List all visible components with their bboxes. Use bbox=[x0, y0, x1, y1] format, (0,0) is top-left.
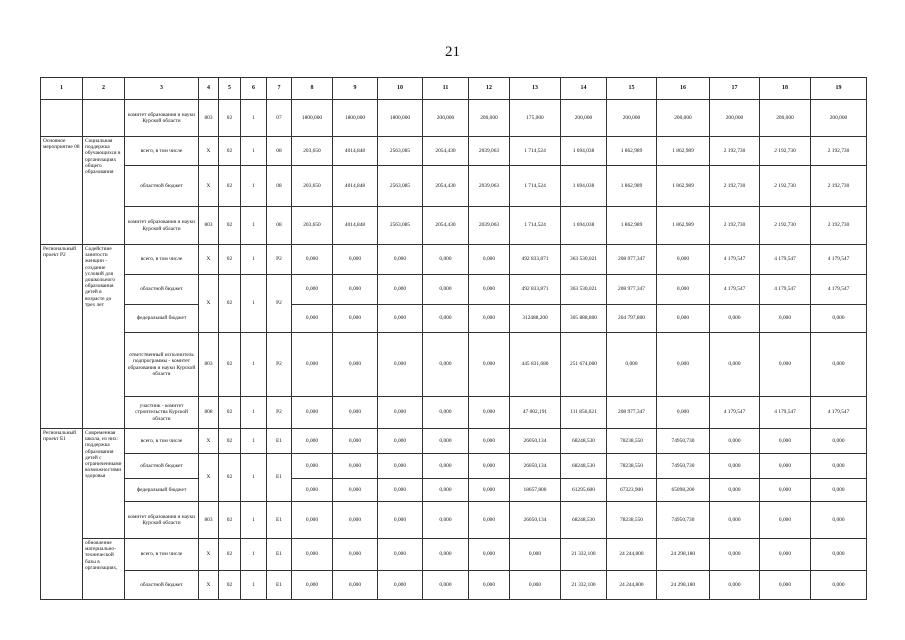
value-cell: 2563,085 bbox=[378, 207, 423, 245]
value-cell: 0,000 bbox=[378, 429, 423, 454]
value-cell: 208 977,347 bbox=[607, 275, 657, 305]
name-cell: Содействие занятости женщин - создание условий для дошкольного образования детей в возрасте до трех лет bbox=[83, 245, 125, 429]
code-cell: E1 bbox=[267, 454, 292, 502]
value-cell: 1800,000 bbox=[378, 100, 423, 137]
value-cell: 0,000 bbox=[292, 479, 333, 502]
table-row bbox=[41, 539, 867, 571]
value-cell: 74950,730 bbox=[657, 454, 710, 479]
code-cell: 1 bbox=[241, 539, 267, 571]
value-cell: 0,000 bbox=[811, 571, 867, 600]
code-cell: 02 bbox=[219, 571, 241, 600]
value-cell: 0,000 bbox=[811, 539, 867, 571]
value-cell: 0,000 bbox=[333, 305, 378, 333]
value-cell: 0,000 bbox=[811, 502, 867, 539]
code-cell: E1 bbox=[267, 539, 292, 571]
value-cell: 208 977,347 bbox=[607, 397, 657, 429]
value-cell: 68248,530 bbox=[561, 429, 607, 454]
value-cell: 0,000 bbox=[760, 571, 811, 600]
value-cell: 0,000 bbox=[710, 454, 760, 479]
value-cell: 312488,200 bbox=[510, 305, 561, 333]
value-cell: 0,000 bbox=[378, 539, 423, 571]
value-cell: 0,000 bbox=[811, 479, 867, 502]
table-row bbox=[41, 454, 867, 479]
col-header: 5 bbox=[219, 78, 241, 100]
code-cell: 1 bbox=[241, 207, 267, 245]
value-cell: 492 833,871 bbox=[510, 275, 561, 305]
value-cell: 0,000 bbox=[292, 571, 333, 600]
value-cell: 2 192,730 bbox=[760, 166, 811, 207]
value-cell: 0,000 bbox=[378, 275, 423, 305]
value-cell: 4014,848 bbox=[333, 207, 378, 245]
value-cell: 0,000 bbox=[469, 502, 510, 539]
value-cell: 1 714,524 bbox=[510, 207, 561, 245]
value-cell: 0,000 bbox=[760, 305, 811, 333]
value-cell: 0,000 bbox=[811, 429, 867, 454]
source-cell: комитет образования и науки Курской области bbox=[125, 207, 199, 245]
source-cell: всего, в том числе bbox=[125, 245, 199, 275]
value-cell: 0,000 bbox=[710, 305, 760, 333]
value-cell: 0,000 bbox=[469, 454, 510, 479]
value-cell: 4 179,547 bbox=[710, 275, 760, 305]
code-cell: P2 bbox=[267, 275, 292, 333]
col-header: 16 bbox=[657, 78, 710, 100]
value-cell: 4 179,547 bbox=[760, 397, 811, 429]
value-cell: 0,000 bbox=[378, 305, 423, 333]
value-cell: 0,000 bbox=[423, 454, 469, 479]
value-cell: 4 179,547 bbox=[710, 245, 760, 275]
value-cell: 251 674,000 bbox=[561, 333, 607, 397]
value-cell: 0,000 bbox=[710, 502, 760, 539]
value-cell: 0,000 bbox=[469, 539, 510, 571]
value-cell: 21 332,100 bbox=[561, 571, 607, 600]
value-cell: 200,000 bbox=[657, 100, 710, 137]
value-cell: 4 179,547 bbox=[760, 275, 811, 305]
value-cell: 363 530,021 bbox=[561, 275, 607, 305]
name-cell bbox=[83, 100, 125, 137]
col-header: 6 bbox=[241, 78, 267, 100]
value-cell: 0,000 bbox=[423, 502, 469, 539]
table-row bbox=[41, 429, 867, 454]
value-cell: 0,000 bbox=[333, 429, 378, 454]
value-cell: 0,000 bbox=[760, 539, 811, 571]
table-row bbox=[41, 502, 867, 539]
value-cell: 0,000 bbox=[333, 539, 378, 571]
code-cell: 1 bbox=[241, 245, 267, 275]
value-cell: 111 856,021 bbox=[561, 397, 607, 429]
value-cell: 0,000 bbox=[333, 397, 378, 429]
code-cell: E1 bbox=[267, 429, 292, 454]
code-cell: 803 bbox=[199, 207, 219, 245]
col-header: 13 bbox=[510, 78, 561, 100]
value-cell: 0,000 bbox=[333, 502, 378, 539]
source-cell: федеральный бюджет bbox=[125, 479, 199, 502]
code-cell: 02 bbox=[219, 454, 241, 502]
event-cell: Основное мероприятие 08 bbox=[41, 137, 83, 245]
value-cell: 4014,848 bbox=[333, 166, 378, 207]
source-cell: областной бюджет bbox=[125, 571, 199, 600]
col-header: 11 bbox=[423, 78, 469, 100]
value-cell: 2563,085 bbox=[378, 137, 423, 166]
value-cell: 208 977,347 bbox=[607, 245, 657, 275]
value-cell: 0,000 bbox=[710, 333, 760, 397]
col-header: 19 bbox=[811, 78, 867, 100]
table-row bbox=[41, 100, 867, 137]
value-cell: 2 192,730 bbox=[760, 207, 811, 245]
value-cell: 2039,063 bbox=[469, 166, 510, 207]
value-cell: 2 192,730 bbox=[710, 166, 760, 207]
value-cell: 200,000 bbox=[760, 100, 811, 137]
value-cell: 0,000 bbox=[292, 502, 333, 539]
value-cell: 2563,085 bbox=[378, 166, 423, 207]
code-cell: X bbox=[199, 429, 219, 454]
value-cell: 0,000 bbox=[378, 571, 423, 600]
name-cell: обновление материально-технической базы в организациях, bbox=[83, 539, 125, 600]
value-cell: 200,000 bbox=[561, 100, 607, 137]
table-row bbox=[41, 571, 867, 600]
code-cell: 808 bbox=[199, 397, 219, 429]
value-cell: 203,650 bbox=[292, 166, 333, 207]
value-cell: 0,000 bbox=[710, 479, 760, 502]
col-header: 1 bbox=[41, 78, 83, 100]
value-cell: 61295,600 bbox=[561, 479, 607, 502]
col-header: 12 bbox=[469, 78, 510, 100]
code-cell: 02 bbox=[219, 166, 241, 207]
value-cell: 0,000 bbox=[378, 245, 423, 275]
value-cell: 18657,800 bbox=[510, 479, 561, 502]
value-cell: 68248,530 bbox=[561, 502, 607, 539]
source-cell: ответственный исполнитель подпрограммы - комитет образования и науки Курской области bbox=[125, 333, 199, 397]
code-cell: 1 bbox=[241, 454, 267, 502]
value-cell: 0,000 bbox=[469, 245, 510, 275]
col-header: 4 bbox=[199, 78, 219, 100]
value-cell: 24 244,800 bbox=[607, 539, 657, 571]
code-cell: 1 bbox=[241, 137, 267, 166]
header-row bbox=[41, 78, 867, 100]
value-cell: 4 179,547 bbox=[811, 275, 867, 305]
code-cell: X bbox=[199, 166, 219, 207]
value-cell: 1 714,524 bbox=[510, 137, 561, 166]
value-cell: 2 192,730 bbox=[811, 207, 867, 245]
value-cell: 1 862,989 bbox=[657, 166, 710, 207]
code-cell: 1 bbox=[241, 333, 267, 397]
value-cell: 203,650 bbox=[292, 207, 333, 245]
value-cell: 0,000 bbox=[710, 429, 760, 454]
value-cell: 1 862,989 bbox=[657, 207, 710, 245]
value-cell: 0,000 bbox=[333, 333, 378, 397]
code-cell: 1 bbox=[241, 397, 267, 429]
code-cell: 08 bbox=[267, 137, 292, 166]
value-cell: 1 862,989 bbox=[607, 166, 657, 207]
value-cell: 0,000 bbox=[510, 571, 561, 600]
value-cell: 0,000 bbox=[469, 305, 510, 333]
value-cell: 2054,430 bbox=[423, 207, 469, 245]
table-row bbox=[41, 137, 867, 166]
code-cell: X bbox=[199, 245, 219, 275]
code-cell: 1 bbox=[241, 571, 267, 600]
value-cell: 26050,134 bbox=[510, 454, 561, 479]
col-header: 8 bbox=[292, 78, 333, 100]
value-cell: 0,000 bbox=[292, 454, 333, 479]
col-header: 3 bbox=[125, 78, 199, 100]
code-cell: X bbox=[199, 454, 219, 502]
value-cell: 24 244,800 bbox=[607, 571, 657, 600]
name-cell: Социальная поддержка обучающихся в организациях общего образования bbox=[83, 137, 125, 245]
value-cell: 305 888,800 bbox=[561, 305, 607, 333]
event-cell: Региональный проект E1 bbox=[41, 429, 83, 600]
code-cell: 803 bbox=[199, 100, 219, 137]
budget-table bbox=[40, 77, 867, 600]
col-header: 14 bbox=[561, 78, 607, 100]
value-cell: 2 192,730 bbox=[811, 137, 867, 166]
value-cell: 24 298,180 bbox=[657, 539, 710, 571]
value-cell: 0,000 bbox=[333, 454, 378, 479]
source-cell: всего, в том числе bbox=[125, 137, 199, 166]
value-cell: 1 694,038 bbox=[561, 137, 607, 166]
page-number: 21 bbox=[445, 44, 460, 60]
value-cell: 0,000 bbox=[469, 275, 510, 305]
value-cell: 0,000 bbox=[657, 245, 710, 275]
code-cell: 1 bbox=[241, 275, 267, 333]
value-cell: 0,000 bbox=[423, 397, 469, 429]
value-cell: 200,000 bbox=[811, 100, 867, 137]
source-cell: комитет образования и науки Курской области bbox=[125, 100, 199, 137]
code-cell: 02 bbox=[219, 100, 241, 137]
source-cell: всего, в том числе bbox=[125, 429, 199, 454]
value-cell: 65098,200 bbox=[657, 479, 710, 502]
value-cell: 0,000 bbox=[292, 275, 333, 305]
value-cell: 0,000 bbox=[378, 454, 423, 479]
value-cell: 0,000 bbox=[469, 479, 510, 502]
table-row bbox=[41, 479, 867, 502]
value-cell: 0,000 bbox=[760, 333, 811, 397]
code-cell: 1 bbox=[241, 502, 267, 539]
value-cell: 0,000 bbox=[469, 333, 510, 397]
value-cell: 0,000 bbox=[333, 479, 378, 502]
value-cell: 0,000 bbox=[333, 571, 378, 600]
value-cell: 0,000 bbox=[378, 333, 423, 397]
value-cell: 1 862,989 bbox=[607, 137, 657, 166]
value-cell: 0,000 bbox=[811, 454, 867, 479]
value-cell: 1 694,038 bbox=[561, 207, 607, 245]
value-cell: 1 714,524 bbox=[510, 166, 561, 207]
code-cell: P2 bbox=[267, 245, 292, 275]
value-cell: 4 179,547 bbox=[811, 245, 867, 275]
value-cell: 2 192,730 bbox=[811, 166, 867, 207]
value-cell: 0,000 bbox=[333, 275, 378, 305]
value-cell: 0,000 bbox=[710, 571, 760, 600]
value-cell: 0,000 bbox=[292, 429, 333, 454]
value-cell: 1800,000 bbox=[333, 100, 378, 137]
code-cell: 1 bbox=[241, 100, 267, 137]
value-cell: 0,000 bbox=[469, 397, 510, 429]
value-cell: 0,000 bbox=[292, 305, 333, 333]
value-cell: 2 192,730 bbox=[760, 137, 811, 166]
code-cell: 08 bbox=[267, 166, 292, 207]
code-cell: P2 bbox=[267, 397, 292, 429]
value-cell: 78238,550 bbox=[607, 454, 657, 479]
value-cell: 0,000 bbox=[760, 429, 811, 454]
value-cell: 0,000 bbox=[469, 571, 510, 600]
value-cell: 200,000 bbox=[710, 100, 760, 137]
col-header: 9 bbox=[333, 78, 378, 100]
table-row bbox=[41, 333, 867, 397]
source-cell: федеральный бюджет bbox=[125, 305, 199, 333]
value-cell: 0,000 bbox=[657, 275, 710, 305]
value-cell: 0,000 bbox=[378, 502, 423, 539]
code-cell: 1 bbox=[241, 166, 267, 207]
code-cell: 02 bbox=[219, 245, 241, 275]
table-row bbox=[41, 245, 867, 275]
code-cell: 02 bbox=[219, 539, 241, 571]
name-cell: Современная школа, из них: поддержка образования детей с ограниченными возможностями здоровья bbox=[83, 429, 125, 539]
code-cell: 02 bbox=[219, 502, 241, 539]
value-cell: 74950,730 bbox=[657, 502, 710, 539]
value-cell: 1 862,989 bbox=[607, 207, 657, 245]
value-cell: 0,000 bbox=[292, 245, 333, 275]
code-cell: E1 bbox=[267, 502, 292, 539]
event-cell: Региональный проект P2 bbox=[41, 245, 83, 429]
value-cell: 0,000 bbox=[811, 305, 867, 333]
source-cell: всего, в том числе bbox=[125, 539, 199, 571]
code-cell: P2 bbox=[267, 333, 292, 397]
value-cell: 0,000 bbox=[423, 275, 469, 305]
code-cell: 803 bbox=[199, 333, 219, 397]
value-cell: 0,000 bbox=[811, 333, 867, 397]
value-cell: 0,000 bbox=[378, 397, 423, 429]
table-row bbox=[41, 166, 867, 207]
code-cell: 02 bbox=[219, 429, 241, 454]
value-cell: 0,000 bbox=[657, 397, 710, 429]
table-row bbox=[41, 275, 867, 305]
code-cell: 02 bbox=[219, 397, 241, 429]
value-cell: 363 530,021 bbox=[561, 245, 607, 275]
code-cell: X bbox=[199, 539, 219, 571]
value-cell: 0,000 bbox=[423, 245, 469, 275]
value-cell: 2039,063 bbox=[469, 207, 510, 245]
value-cell: 2054,430 bbox=[423, 137, 469, 166]
value-cell: 0,000 bbox=[760, 454, 811, 479]
value-cell: 0,000 bbox=[292, 539, 333, 571]
value-cell: 1 694,038 bbox=[561, 166, 607, 207]
col-header: 7 bbox=[267, 78, 292, 100]
value-cell: 203,650 bbox=[292, 137, 333, 166]
value-cell: 68248,530 bbox=[561, 454, 607, 479]
code-cell: 08 bbox=[267, 207, 292, 245]
value-cell: 2054,430 bbox=[423, 166, 469, 207]
value-cell: 67323,900 bbox=[607, 479, 657, 502]
source-cell: областной бюджет bbox=[125, 275, 199, 305]
col-header: 17 bbox=[710, 78, 760, 100]
value-cell: 200,000 bbox=[469, 100, 510, 137]
value-cell: 0,000 bbox=[292, 333, 333, 397]
value-cell: 78238,550 bbox=[607, 429, 657, 454]
value-cell: 204 797,800 bbox=[607, 305, 657, 333]
value-cell: 0,000 bbox=[423, 571, 469, 600]
source-cell: областной бюджет bbox=[125, 166, 199, 207]
value-cell: 78238,550 bbox=[607, 502, 657, 539]
value-cell: 4014,848 bbox=[333, 137, 378, 166]
value-cell: 0,000 bbox=[469, 429, 510, 454]
col-header: 2 bbox=[83, 78, 125, 100]
code-cell: 1 bbox=[241, 429, 267, 454]
source-cell: комитет образования и науки Курской области bbox=[125, 502, 199, 539]
value-cell: 200,000 bbox=[607, 100, 657, 137]
value-cell: 175,000 bbox=[510, 100, 561, 137]
col-header: 18 bbox=[760, 78, 811, 100]
value-cell: 24 298,180 bbox=[657, 571, 710, 600]
value-cell: 4 179,547 bbox=[760, 245, 811, 275]
value-cell: 2 192,730 bbox=[710, 137, 760, 166]
value-cell: 0,000 bbox=[423, 429, 469, 454]
code-cell: 07 bbox=[267, 100, 292, 137]
value-cell: 0,000 bbox=[423, 539, 469, 571]
value-cell: 0,000 bbox=[333, 245, 378, 275]
code-cell: 02 bbox=[219, 333, 241, 397]
value-cell: 445 831,680 bbox=[510, 333, 561, 397]
value-cell: 0,000 bbox=[423, 479, 469, 502]
code-cell: 803 bbox=[199, 502, 219, 539]
value-cell: 200,000 bbox=[423, 100, 469, 137]
col-header: 15 bbox=[607, 78, 657, 100]
value-cell: 26050,134 bbox=[510, 502, 561, 539]
value-cell: 0,000 bbox=[378, 479, 423, 502]
value-cell: 0,000 bbox=[760, 502, 811, 539]
code-cell: 02 bbox=[219, 207, 241, 245]
value-cell: 0,000 bbox=[657, 333, 710, 397]
table-row bbox=[41, 397, 867, 429]
value-cell: 0,000 bbox=[423, 333, 469, 397]
source-cell: областной бюджет bbox=[125, 454, 199, 479]
code-cell: X bbox=[199, 275, 219, 333]
code-cell: X bbox=[199, 137, 219, 166]
table-row bbox=[41, 207, 867, 245]
value-cell: 0,000 bbox=[423, 305, 469, 333]
value-cell: 26050,134 bbox=[510, 429, 561, 454]
value-cell: 0,000 bbox=[710, 539, 760, 571]
value-cell: 1 862,989 bbox=[657, 137, 710, 166]
value-cell: 4 179,547 bbox=[811, 397, 867, 429]
value-cell: 47 002,191 bbox=[510, 397, 561, 429]
value-cell: 0,000 bbox=[657, 305, 710, 333]
code-cell: X bbox=[199, 571, 219, 600]
source-cell: участник - комитет строительства Курской области bbox=[125, 397, 199, 429]
value-cell: 0,000 bbox=[760, 479, 811, 502]
code-cell: 02 bbox=[219, 275, 241, 333]
col-header: 10 bbox=[378, 78, 423, 100]
value-cell: 0,000 bbox=[292, 397, 333, 429]
value-cell: 21 332,100 bbox=[561, 539, 607, 571]
value-cell: 1800,000 bbox=[292, 100, 333, 137]
value-cell: 2039,063 bbox=[469, 137, 510, 166]
value-cell: 4 179,547 bbox=[710, 397, 760, 429]
value-cell: 0,000 bbox=[607, 333, 657, 397]
code-cell: 02 bbox=[219, 137, 241, 166]
value-cell: 492 833,871 bbox=[510, 245, 561, 275]
value-cell: 2 192,730 bbox=[710, 207, 760, 245]
event-cell bbox=[41, 100, 83, 137]
table-row bbox=[41, 305, 867, 333]
code-cell: E1 bbox=[267, 571, 292, 600]
value-cell: 74950,730 bbox=[657, 429, 710, 454]
value-cell: 0,000 bbox=[510, 539, 561, 571]
